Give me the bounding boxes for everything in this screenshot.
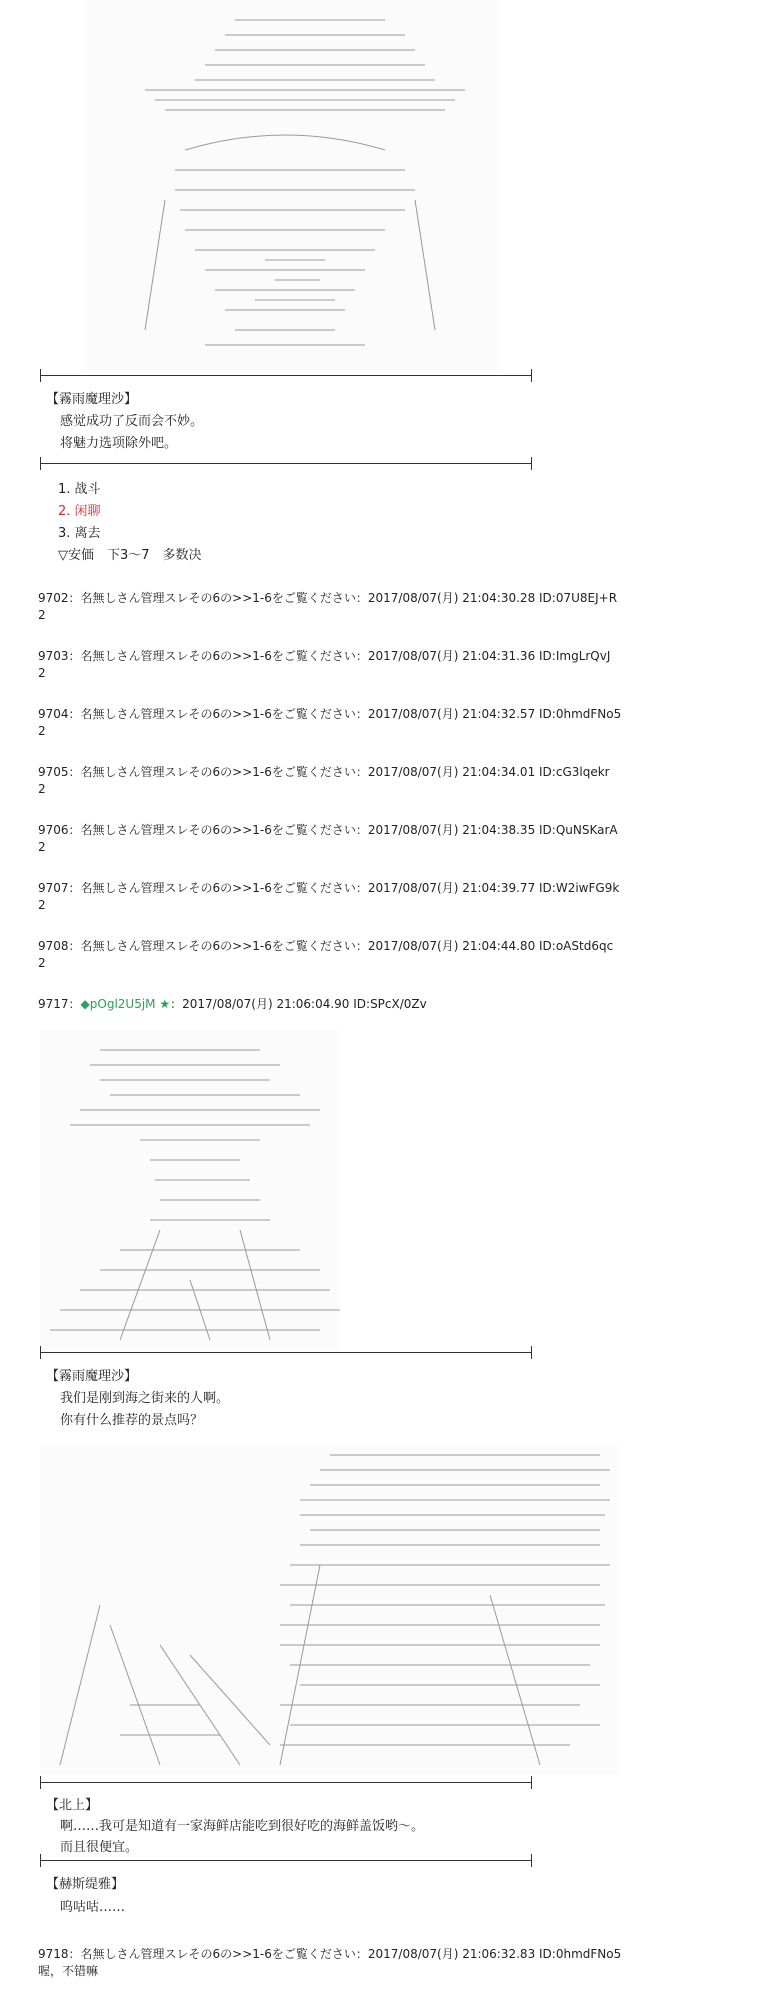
post <box>38 648 738 682</box>
ascii-art-marisa-1 <box>85 0 500 370</box>
post-number: 9717： <box>38 997 81 1011</box>
post-header: 9708：名無しさん管理スレその6の>>1-6をご覧ください：2017/08/07(月) 21:04:44.80 ID:oAStd6qc <box>38 939 614 953</box>
post <box>38 764 738 798</box>
post-header: 9707：名無しさん管理スレその6の>>1-6をご覧ください：2017/08/07(月) 21:04:39.77 ID:W2iwFG9k <box>38 881 620 895</box>
post <box>38 590 738 624</box>
speaker-name: 【赫斯缇雅】 <box>46 1877 125 1892</box>
ascii-art-drawing <box>40 1030 340 1350</box>
post-body: 2 <box>38 898 46 912</box>
op-post-header <box>38 996 738 1013</box>
dialogue-line: 啊……我可是知道有一家海鲜店能吃到很好吃的海鲜盖饭哟～。 <box>60 1819 425 1834</box>
ascii-art-marisa-2 <box>40 1030 340 1350</box>
dialogue-line: 呜咕咕…… <box>60 1900 126 1915</box>
dialogue-line: 我们是刚到海之街来的人啊。 <box>60 1391 230 1406</box>
post-body: 2 <box>38 956 46 970</box>
divider <box>40 375 532 376</box>
divider <box>40 1352 532 1353</box>
post <box>38 880 738 914</box>
post-header: 9704：名無しさん管理スレその6の>>1-6をご覧ください：2017/08/07(月) 21:04:32.57 ID:0hmdFNo5 <box>38 707 622 721</box>
post-body: 2 <box>38 666 46 680</box>
post-header: 9702：名無しさん管理スレその6の>>1-6をご覧ください：2017/08/07(月) 21:04:30.28 ID:07U8EJ+R <box>38 591 618 605</box>
post <box>38 706 738 740</box>
dialogue-line: 你有什么推荐的景点吗？ <box>60 1413 204 1428</box>
op-trip: ◆pOgl2U5jM ★ <box>80 997 171 1011</box>
dialogue-line: 感觉成功了反而会不妙。 <box>60 414 204 429</box>
dialogue-line: 将魅力选项除外吧。 <box>60 436 178 451</box>
post-body: 2 <box>38 608 46 622</box>
ascii-art-drawing <box>85 0 500 370</box>
divider <box>40 1860 532 1861</box>
post-header: 9705：名無しさん管理スレその6の>>1-6をご覧ください：2017/08/07(月) 21:04:34.01 ID:cG3lqekr <box>38 765 610 779</box>
ascii-art-kitakami-hestia <box>40 1445 620 1775</box>
speaker-name: 【霧雨魔理沙】 <box>46 392 138 407</box>
dialogue-line: 而且很便宜。 <box>60 1840 139 1855</box>
post-header: 9718：名無しさん管理スレその6の>>1-6をご覧ください：2017/08/07(月) 21:06:32.83 ID:0hmdFNo5 <box>38 1947 622 1961</box>
divider <box>40 1782 532 1783</box>
speaker-name: 【霧雨魔理沙】 <box>46 1369 138 1384</box>
post-body: 2 <box>38 840 46 854</box>
post-body: 2 <box>38 782 46 796</box>
post-meta: ：2017/08/07(月) 21:06:04.90 ID:SPcX/0Zv <box>170 997 427 1011</box>
post-header: 9706：名無しさん管理スレその6の>>1-6をご覧ください：2017/08/07(月) 21:04:38.35 ID:QuNSKarA <box>38 823 618 837</box>
option-chat: 2. 闲聊 <box>58 504 101 519</box>
post <box>38 938 738 972</box>
divider <box>40 463 532 464</box>
speaker-name: 【北上】 <box>46 1798 99 1813</box>
post <box>38 822 738 856</box>
option-leave: 3. 离去 <box>58 526 101 541</box>
option-fight: 1. 战斗 <box>58 482 101 497</box>
post-header: 9703：名無しさん管理スレその6の>>1-6をご覧ください：2017/08/07(月) 21:04:31.36 ID:ImgLrQvJ <box>38 649 611 663</box>
post-body: 喔，不错嘛 <box>38 1964 99 1978</box>
post <box>38 1946 738 1980</box>
ascii-art-drawing <box>40 1445 620 1775</box>
post-body: 2 <box>38 724 46 738</box>
vote-note: ▽安価 下3～7 多数决 <box>58 548 202 563</box>
